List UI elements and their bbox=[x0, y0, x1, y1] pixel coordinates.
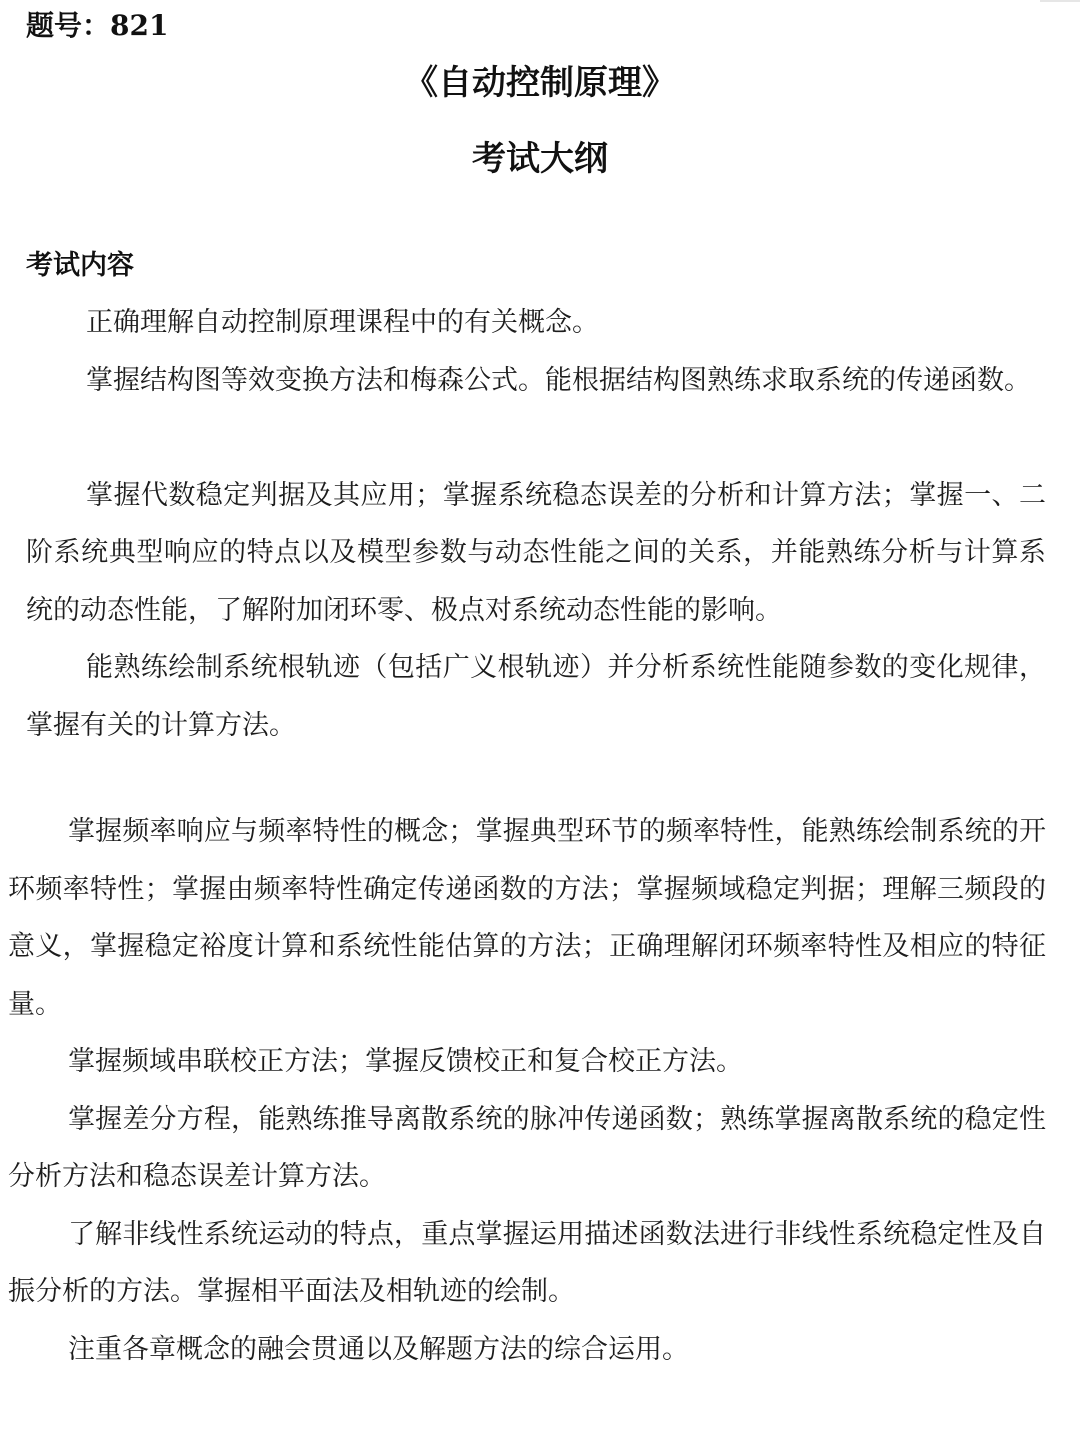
paragraph-root-locus: 能熟练绘制系统根轨迹（包括广义根轨迹）并分析系统性能随参数的变化规律，掌握有关的计算方法。 bbox=[26, 652, 1046, 741]
paragraph-frequency-response: 掌握频率响应与频率特性的概念；掌握典型环节的频率特性，能熟练绘制系统的开环频率特性；掌握由频率特性确定传递函数的方法；掌握频域稳定判据；理解三频段的意义，掌握稳定裕度计算和系统性能估算的方法；正确理解闭环频率特性及相应的特征量。 bbox=[8, 816, 1046, 1020]
page-edge-line bbox=[1040, 0, 1080, 2]
document-title: 考试大纲 bbox=[472, 139, 608, 179]
exam-code: 题号：821 bbox=[26, 9, 169, 42]
section-heading: 考试内容 bbox=[26, 250, 134, 281]
paragraph-nonlinear-systems: 了解非线性系统运动的特点，重点掌握运用描述函数法进行非线性系统稳定性及自振分析的方法。掌握相平面法及相轨迹的绘制。 bbox=[8, 1218, 1046, 1307]
paragraph-discrete-systems: 掌握差分方程，能熟练推导离散系统的脉冲传递函数；熟练掌握离散系统的稳定性分析方法和稳态误差计算方法。 bbox=[8, 1103, 1046, 1192]
paragraph-integration: 注重各章概念的融会贯通以及解题方法的综合运用。 bbox=[68, 1333, 689, 1365]
paragraph-stability: 掌握代数稳定判据及其应用；掌握系统稳态误差的分析和计算方法；掌握一、二阶系统典型响应的特点以及模型参数与动态性能之间的关系，并能熟练分析与计算系统的动态性能，了解附加闭环零、极点对系统动态性能的影响。 bbox=[26, 479, 1046, 626]
paragraph-correction: 掌握频域串联校正方法；掌握反馈校正和复合校正方法。 bbox=[68, 1046, 743, 1077]
course-title: 《自动控制原理》 bbox=[404, 63, 676, 103]
paragraph-concepts: 正确理解自动控制原理课程中的有关概念。 bbox=[86, 307, 599, 338]
paragraph-block-diagram: 掌握结构图等效变换方法和梅森公式。能根据结构图熟练求取系统的传递函数。 bbox=[86, 364, 1031, 396]
